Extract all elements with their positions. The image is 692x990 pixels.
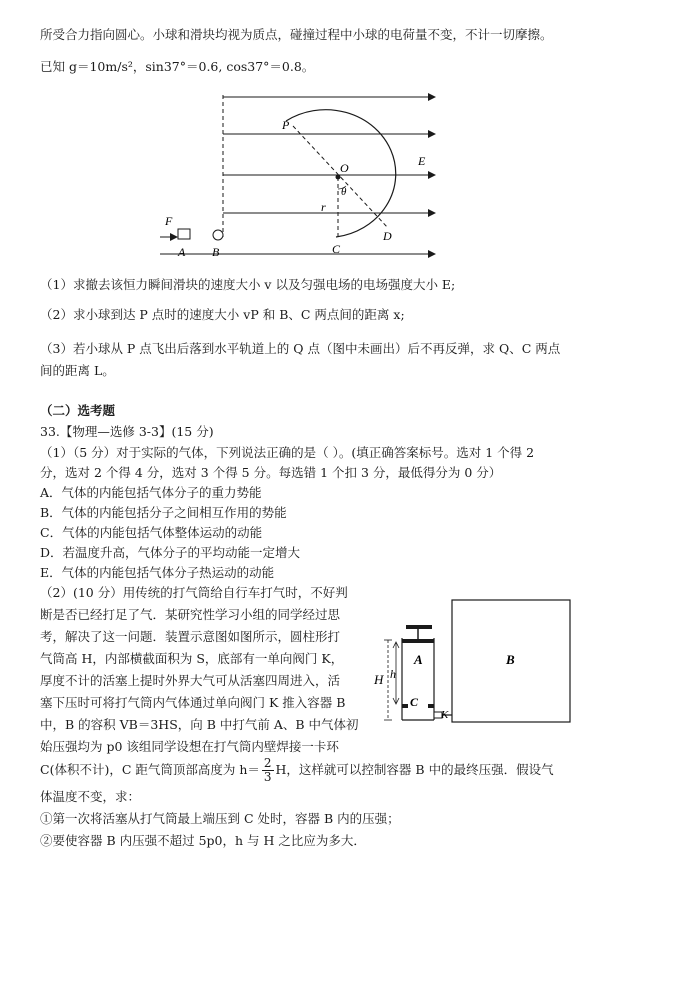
question-2: （2）求小球到达 P 点时的速度大小 vP 和 B、C 两点间的距离 x; (40, 307, 405, 322)
part-2-line: 气筒高 H，内部横截面积为 S，底部有一单向阀门 K， (40, 651, 344, 666)
fraction-line-end: H，这样就可以控制容器 B 中的最终压强．假设气 (275, 762, 554, 777)
label-theta: θ (341, 186, 347, 198)
slider-block (178, 229, 190, 239)
label-A: A (414, 652, 423, 667)
text-line: 所受合力指向圆心。小球和滑块均视为质点，碰撞过程中小球的电荷量不变，不计一切摩擦。 (40, 27, 553, 42)
label-P: P (282, 118, 290, 132)
figure-pump-container (370, 598, 580, 728)
part-2-line: 中，B 的容积 VB＝3HS，向 B 中打气前 A、B 中气体初 (40, 717, 359, 732)
question-1: （1）求撤去该恒力瞬间滑块的速度大小 v 以及匀强电场的电场强度大小 E; (40, 277, 456, 292)
label-B: B (506, 652, 515, 667)
fraction-denominator: 3 (263, 770, 272, 784)
label-O: O (340, 161, 349, 175)
part-2-line: 断是否已经打足了气．某研究性学习小组的同学经过思 (40, 607, 341, 622)
given-values: 已知 g＝10m/s²，sin37°＝0.6, cos37°＝0.8。 (40, 59, 315, 74)
part-1-stem: （1）（5 分）对于实际的气体，下列说法正确的是（ ）。(填正确答案标号。选对 1 个得 2 (40, 445, 535, 460)
part-2-line: 考，解决了这一问题．装置示意图如图所示，圆柱形打 (40, 629, 341, 644)
label-B: B (212, 245, 220, 259)
label-r: r (321, 200, 326, 214)
ground-track (160, 240, 435, 254)
option-D: D．若温度升高，气体分子的平均动能一定增大 (40, 545, 301, 560)
label-C: C (332, 242, 341, 256)
question-3-cont: 间的距离 L。 (40, 363, 115, 378)
option-B: B．气体的内能包括分子之间相互作用的势能 (40, 505, 287, 520)
sub-question-1: ①第一次将活塞从打气筒最上端压到 C 处时，容器 B 内的压强； (40, 811, 400, 826)
label-K: K (441, 709, 449, 721)
sub-question-2: ②要使容器 B 内压强不超过 5p0，h 与 H 之比应为多大． (40, 833, 366, 848)
part-2-line: 始压强均为 p0 该组同学设想在打气筒内壁焊接一卡环 (40, 739, 339, 754)
label-h: h (390, 667, 396, 681)
part-2-line: （2）(10 分）用传统的打气筒给自行车打气时，不好判 (40, 585, 348, 600)
pump-handle (406, 625, 432, 629)
question-3: （3）若小球从 P 点飞出后落到水平轨道上的 Q 点（图中未画出）后不再反弹，求 Q、C 两点 (40, 341, 561, 356)
part-2-line: 体温度不变，求： (40, 789, 141, 804)
label-A: A (178, 245, 186, 259)
label-H: H (374, 672, 384, 687)
center-point-O (336, 175, 341, 180)
label-C: C (410, 695, 419, 709)
clamp-ring-C (402, 704, 408, 708)
fraction-numerator: 2 (263, 756, 272, 770)
figure-track-field (150, 85, 450, 265)
part-1-stem-cont: 分，选对 2 个得 4 分，选对 3 个得 5 分。每选错 1 个扣 3 分，最低得分为 0 分） (40, 465, 502, 480)
label-D: D (383, 229, 392, 243)
section-heading: （二）选考题 (40, 403, 116, 418)
question-33-title: 33.【物理—选修 3-3】(15 分) (40, 424, 214, 439)
fraction (262, 757, 274, 784)
label-F: F (165, 214, 173, 228)
option-E: E．气体的内能包括气体分子热运动的动能 (40, 565, 275, 580)
fraction-line-start: C(体积不计)，C 距气筒顶部高度为 h＝ (40, 762, 260, 777)
part-2-line: 塞下压时可将打气筒内气体通过单向阀门 K 推入容器 B (40, 695, 346, 710)
part-2-line: 厚度不计的活塞上提时外界大气可从活塞四周进入，活 (40, 673, 341, 688)
option-C: C．气体的内能包括气体整体运动的动能 (40, 525, 263, 540)
option-A: A．气体的内能包括气体分子的重力势能 (40, 485, 262, 500)
label-E: E (418, 154, 426, 168)
piston (402, 639, 434, 643)
small-ball (213, 230, 223, 240)
part-2-fraction-line (40, 752, 554, 788)
